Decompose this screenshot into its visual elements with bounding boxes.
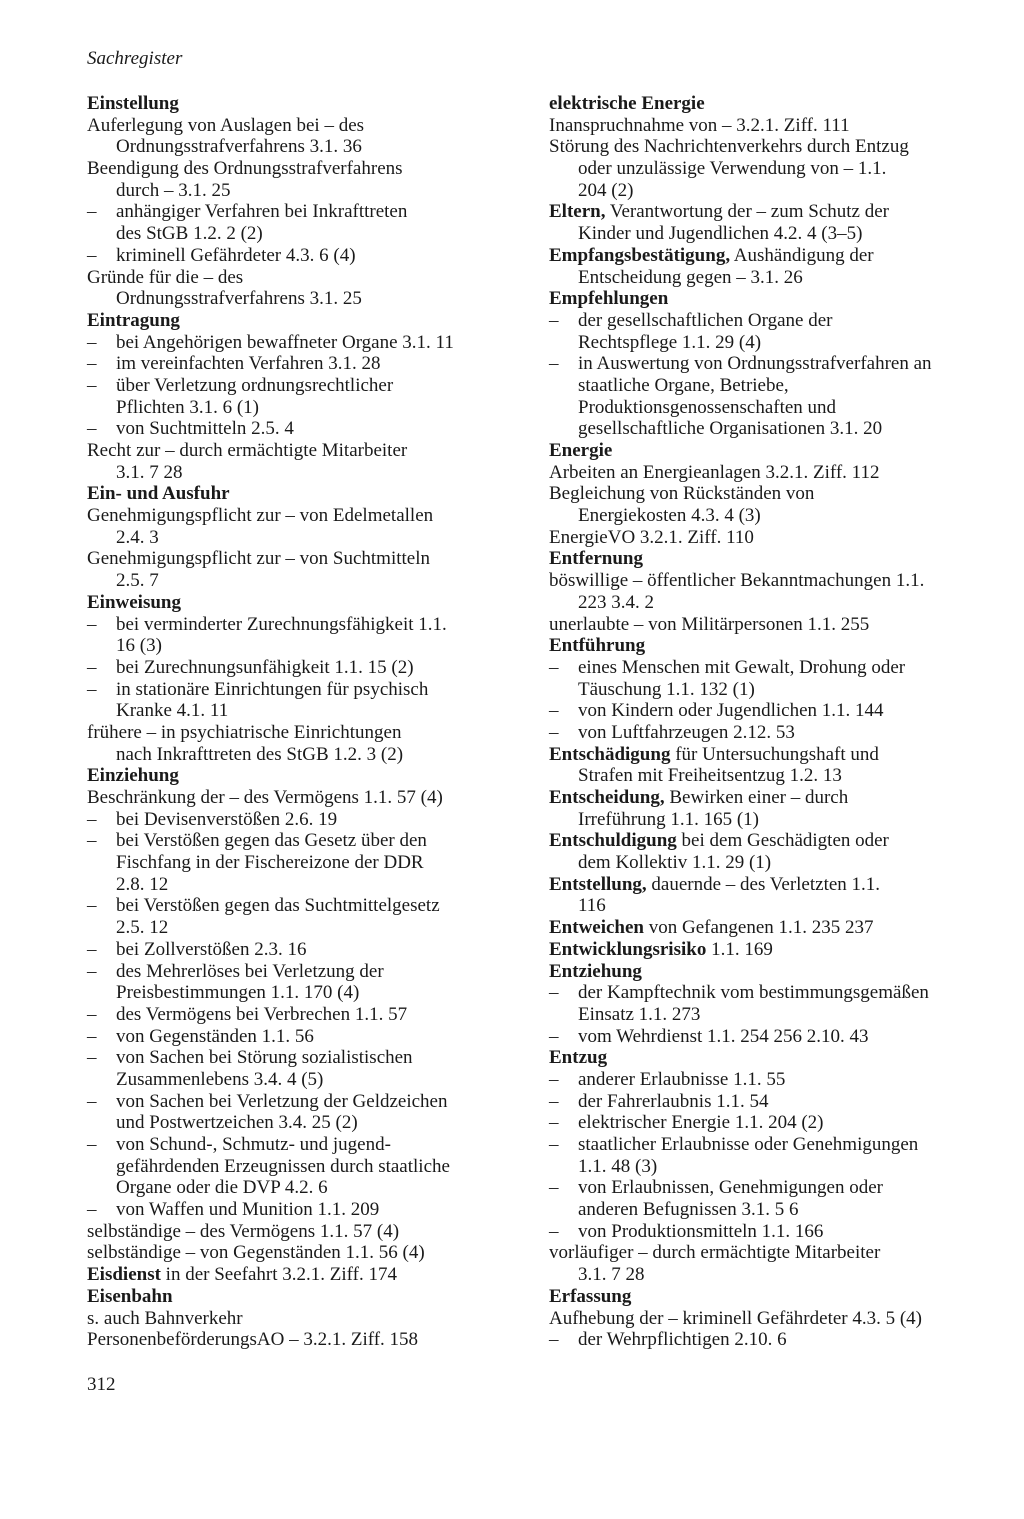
index-continuation: Rechtspflege 1.1. 29 (4) [578,331,762,353]
index-entry: s. auch Bahnverkehr [87,1307,243,1329]
index-continuation: 116 [578,895,606,917]
index-headword: Entziehung [549,960,642,982]
index-subentry: – staatlicher Erlaubnisse oder Genehmigungen [549,1134,994,1156]
index-headword: Entschuldigung [549,830,677,852]
index-continuation: 2.8. 12 [116,873,169,895]
index-subentry: – anhängiger Verfahren bei Inkrafttreten [87,201,527,223]
index-entry-text: 1.1. 169 [706,938,773,960]
index-subentry: – bei Devisenverstößen 2.6. 19 [87,809,527,831]
index-headword: Entführung [549,635,646,657]
index-entry-text: dauernde – des Verletzten 1.1. [646,873,881,895]
index-subentry: – bei Zurechnungsunfähigkeit 1.1. 15 (2) [87,657,527,679]
index-subentry: – elektrischer Energie 1.1. 204 (2) [549,1112,994,1134]
index-subentry: – eines Menschen mit Gewalt, Drohung oder [549,657,994,679]
index-headword: Entweichen [549,917,644,939]
index-continuation: Einsatz 1.1. 273 [578,1003,701,1025]
index-subentry: – im vereinfachten Verfahren 3.1. 28 [87,353,527,375]
index-entry: selbständige – des Vermögens 1.1. 57 (4) [87,1220,400,1242]
index-entry-text: Bewirken einer – durch [664,787,849,808]
index-continuation: Täuschung 1.1. 132 (1) [578,678,755,700]
index-headword: Eisenbahn [87,1285,173,1307]
running-header: Sachregister [87,48,183,69]
index-continuation: gefährdenden Erzeugnissen durch staatliche [116,1155,450,1177]
index-entry: Begleichung von Rückständen von [549,483,815,505]
index-entry: Inanspruchnahme von – 3.2.1. Ziff. 111 [549,114,850,136]
index-subentry: – von Waffen und Munition 1.1. 209 [87,1199,527,1221]
index-entry: PersonenbeförderungsAO – 3.2.1. Ziff. 158 [87,1329,419,1351]
index-headword-line [549,201,994,223]
index-subentry: – der Kampftechnik vom bestimmungsgemäßen [549,982,994,1004]
index-headword: Empfehlungen [549,288,669,310]
index-headword: Empfangsbestätigung, [549,244,731,266]
index-headword: Ein- und Ausfuhr [87,483,230,505]
index-entry: Störung des Nachrichtenverkehrs durch Entzug [549,136,909,158]
index-entry: böswillige – öffentlicher Bekanntmachungen 1.1. [549,570,925,592]
index-entry: EnergieVO 3.2.1. Ziff. 110 [549,526,754,548]
index-continuation: Produktionsgenossenschaften und [578,396,837,418]
index-subentry: – von Gegenständen 1.1. 56 [87,1026,527,1048]
index-continuation: 2.4. 3 [116,526,159,548]
index-headword: Einstellung [87,93,179,114]
index-continuation: Preisbestimmungen 1.1. 170 (4) [116,982,360,1004]
index-entry: Beschränkung der – des Vermögens 1.1. 57 (4) [87,787,443,808]
index-continuation: Kranke 4.1. 11 [116,700,229,722]
index-subentry: – von Kindern oder Jugendlichen 1.1. 144 [549,700,994,722]
index-subentry: – bei Angehörigen bewaffneter Organe 3.1. 11 [87,332,527,354]
index-entry: Genehmigungspflicht zur – von Edelmetallen [87,505,434,527]
index-continuation: dem Kollektiv 1.1. 29 (1) [578,852,772,874]
index-entry: Genehmigungspflicht zur – von Suchtmitteln [87,548,431,570]
index-continuation: Strafen mit Freiheitsentzug 1.2. 13 [578,765,842,787]
index-continuation: staatliche Organe, Betriebe, [578,374,789,396]
index-continuation: durch – 3.1. 25 [116,179,231,201]
index-subentry: – der Fahrerlaubnis 1.1. 54 [549,1091,994,1113]
index-entry: unerlaubte – von Militärpersonen 1.1. 255 [549,613,870,635]
index-entry-text: Aushändigung der [730,244,874,266]
index-subentry: – der Wehrpflichtigen 2.10. 6 [549,1329,994,1351]
index-headword: Eltern, [549,201,606,223]
index-continuation: oder unzulässige Verwendung von – 1.1. [578,158,887,180]
index-continuation: 16 (3) [116,635,162,657]
index-entry-text: für Untersuchungshaft und [670,743,879,765]
index-continuation: Entscheidung gegen – 3.1. 26 [578,266,803,288]
index-continuation: Fischfang in der Fischereizone der DDR [116,852,424,874]
page-number: 312 [87,1374,116,1395]
index-continuation: 3.1. 7 28 [578,1264,645,1286]
index-continuation: des StGB 1.2. 2 (2) [116,223,263,245]
index-subentry: – der gesellschaftlichen Organe der [549,310,994,332]
index-column-right [549,93,994,1351]
index-continuation: 223 3.4. 2 [578,591,654,613]
index-continuation: anderen Befugnissen 3.1. 5 6 [578,1199,799,1221]
index-continuation: 1.1. 48 (3) [578,1155,658,1177]
index-continuation: Organe oder die DVP 4.2. 6 [116,1177,328,1199]
index-entry: Auferlegung von Auslagen bei – des [87,114,365,136]
index-continuation: Energiekosten 4.3. 4 (3) [578,505,761,527]
index-entry-text: von Gefangenen 1.1. 235 237 [644,917,874,939]
index-entry-text: Verantwortung der – zum Schutz der [605,201,889,223]
index-headword: elektrische Energie [549,93,705,114]
index-continuation: 3.1. 7 28 [116,461,183,483]
index-subentry: – von Luftfahrzeugen 2.12. 53 [549,722,994,744]
index-headword: Entwicklungsrisiko [549,938,707,960]
index-entry: Recht zur – durch ermächtigte Mitarbeiter [87,440,408,461]
index-headword: Energie [549,440,613,461]
index-entry: Aufhebung der – kriminell Gefährdeter 4.3. 5 (4) [549,1307,923,1329]
index-subentry: – von Suchtmitteln 2.5. 4 [87,418,527,440]
index-headword: Eintragung [87,309,180,331]
index-subentry: – bei Zollverstößen 2.3. 16 [87,939,527,961]
index-column-left [87,93,527,1351]
index-subentry: – bei verminderter Zurechnungsfähigkeit 1.1. [87,614,527,636]
index-subentry: – in stationäre Einrichtungen für psychisch [87,679,527,701]
index-headword-line [549,830,994,852]
index-headword-line [87,1264,527,1286]
index-subentry: – anderer Erlaubnisse 1.1. 55 [549,1069,994,1091]
index-subentry: – über Verletzung ordnungsrechtlicher [87,375,527,397]
index-continuation: 2.5. 7 [116,570,159,592]
index-continuation: gesellschaftliche Organisationen 3.1. 20 [578,418,883,440]
index-headword: Entzug [549,1047,608,1069]
index-entry-text: in der Seefahrt 3.2.1. Ziff. 174 [160,1264,397,1286]
index-continuation: Pflichten 3.1. 6 (1) [116,396,260,418]
index-entry: vorläufiger – durch ermächtigte Mitarbeiter [549,1242,881,1264]
index-subentry: – bei Verstößen gegen das Suchtmittelgesetz [87,895,527,917]
index-continuation: Ordnungsstrafverfahrens 3.1. 36 [116,136,362,158]
index-headword: Entscheidung, [549,787,665,808]
index-continuation: Ordnungsstrafverfahrens 3.1. 25 [116,288,362,310]
index-headword: Einziehung [87,765,179,787]
index-continuation: Kinder und Jugendlichen 4.2. 4 (3–5) [578,223,863,245]
index-subentry: – von Erlaubnissen, Genehmigungen oder [549,1177,994,1199]
index-headword: Einweisung [87,591,181,613]
index-headword-line [549,874,994,896]
index-subentry: – bei Verstößen gegen das Gesetz über den [87,830,527,852]
index-headword: Eisdienst [87,1264,161,1286]
index-entry: frühere – in psychiatrische Einrichtungen [87,721,402,743]
index-headword: Entstellung, [549,873,647,895]
index-headword-line [549,917,994,939]
index-continuation: 204 (2) [578,179,634,201]
index-subentry: – des Mehrerlöses bei Verletzung der [87,961,527,983]
index-subentry: – von Sachen bei Störung sozialistischen [87,1047,527,1069]
index-entry-text: bei dem Geschädigten oder [676,830,889,852]
index-headword: Entschädigung [549,743,671,765]
index-subentry: – in Auswertung von Ordnungsstrafverfahren an [549,353,994,375]
index-continuation: Irreführung 1.1. 165 (1) [578,808,759,830]
index-continuation: Zusammenlebens 3.4. 4 (5) [116,1068,324,1090]
index-continuation: nach Inkrafttreten des StGB 1.2. 3 (2) [116,743,404,765]
index-headword-line [549,744,994,766]
index-subentry: – kriminell Gefährdeter 4.3. 6 (4) [87,245,527,267]
index-entry: Arbeiten an Energieanlagen 3.2.1. Ziff. 112 [549,461,880,483]
index-entry: Gründe für die – des [87,266,244,288]
index-headword: Erfassung [549,1285,632,1307]
index-entry: Beendigung des Ordnungsstrafverfahrens [87,158,403,180]
index-continuation: 2.5. 12 [116,917,169,939]
index-subentry: – von Schund-, Schmutz- und jugend- [87,1134,527,1156]
index-headword-line [549,939,994,961]
index-continuation: und Postwertzeichen 3.4. 25 (2) [116,1112,358,1134]
index-subentry: – des Vermögens bei Verbrechen 1.1. 57 [87,1004,527,1026]
index-subentry: – von Produktionsmitteln 1.1. 166 [549,1221,994,1243]
index-headword-line [549,245,994,267]
index-subentry: – vom Wehrdienst 1.1. 254 256 2.10. 43 [549,1026,994,1048]
index-subentry: – von Sachen bei Verletzung der Geldzeichen [87,1091,527,1113]
index-headword: Entfernung [549,548,643,570]
index-headword-line [549,787,994,809]
index-entry: selbständige – von Gegenständen 1.1. 56 (4) [87,1242,425,1264]
